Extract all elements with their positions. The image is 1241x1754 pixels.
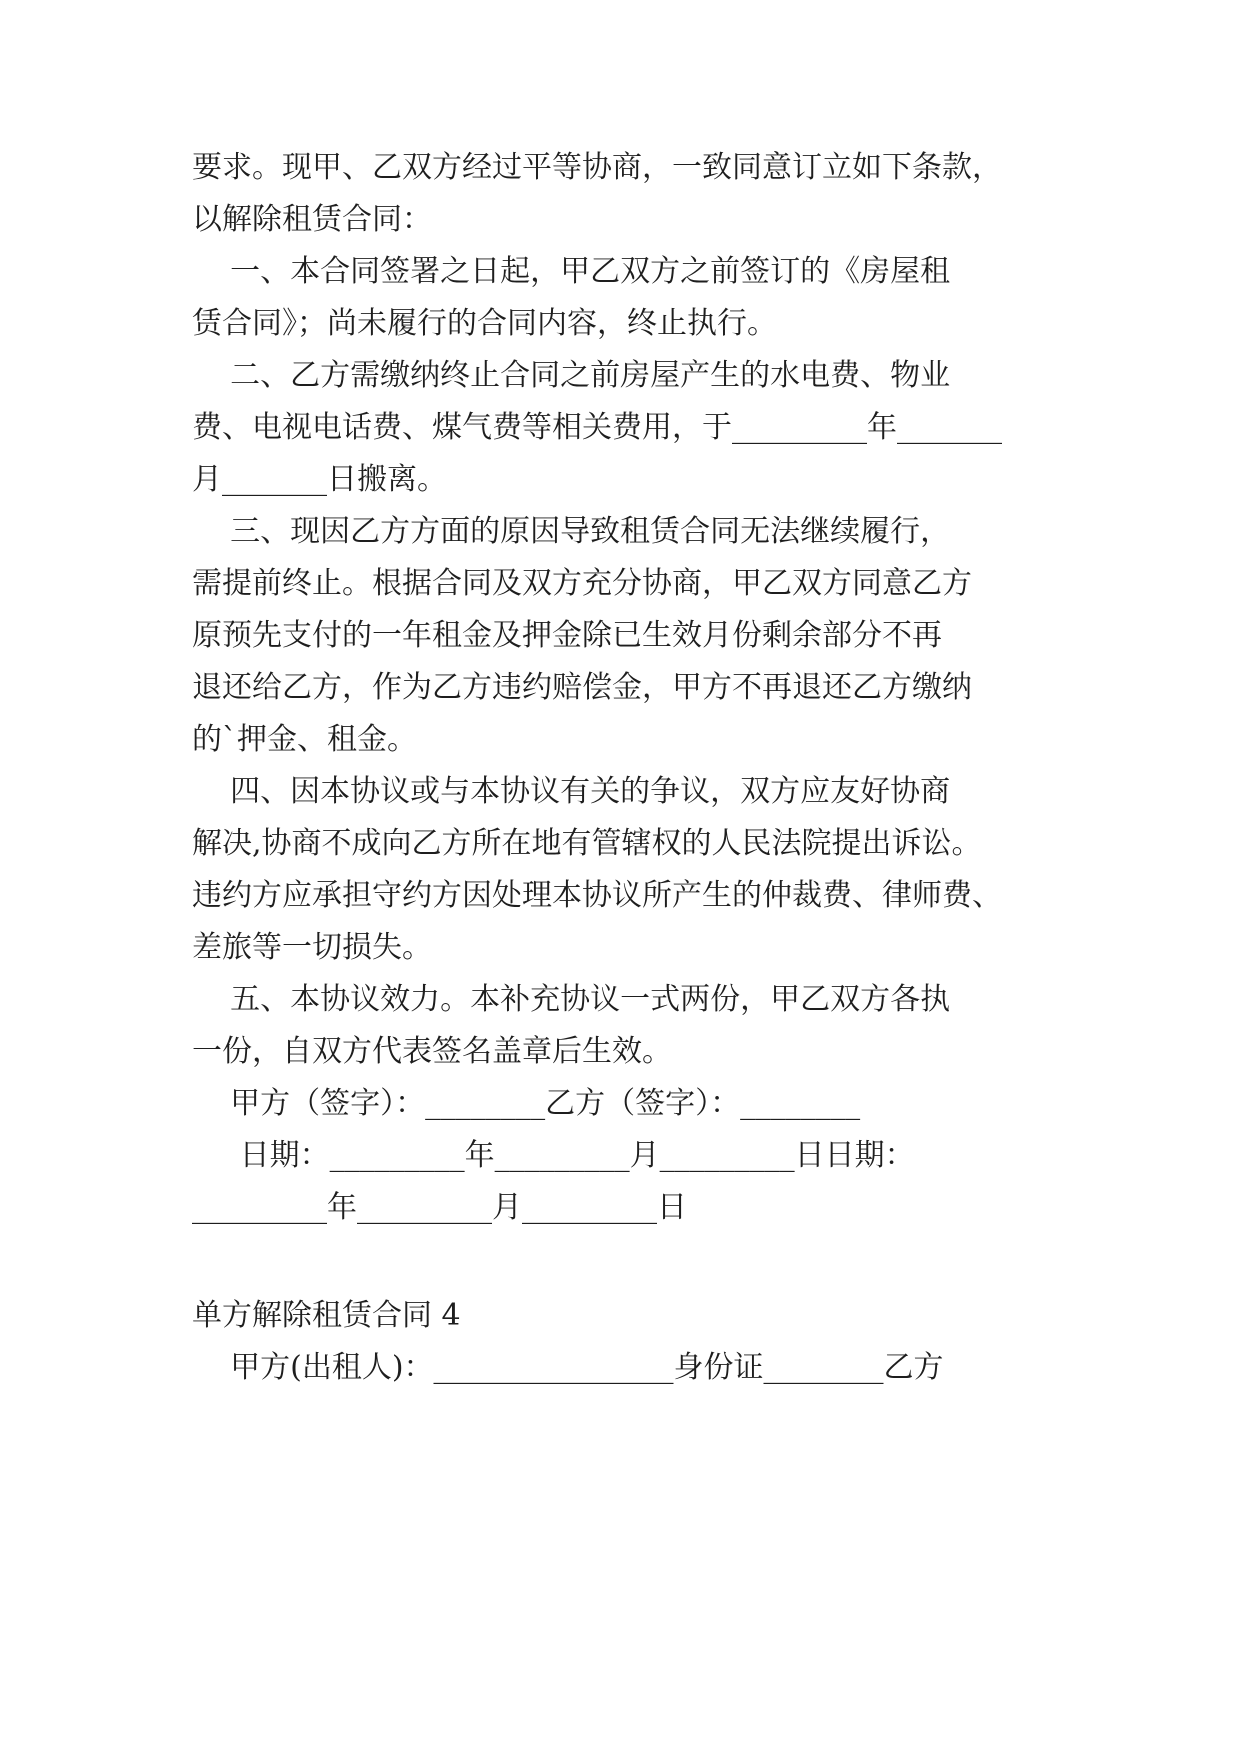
text-line: 三、现因乙方方面的原因导致租赁合同无法继续履行， — [192, 514, 951, 549]
text-line: 违约方应承担守约方因处理本协议所产生的仲裁费、律师费、 — [192, 878, 1002, 913]
text-line: 需提前终止。根据合同及双方充分协商，甲乙双方同意乙方 — [192, 566, 972, 601]
date-line: 日期：_________年_________月_________日日期： — [192, 1138, 915, 1173]
text-line: 以解除租赁合同： — [192, 202, 432, 237]
text-line: 解决,协商不成向乙方所在地有管辖权的人民法院提出诉讼。 — [192, 826, 982, 861]
text-line: 的`押金、租金。 — [192, 722, 417, 757]
text-line: 五、本协议效力。本补充协议一式两份，甲乙双方各执 — [192, 982, 951, 1017]
party-line: 甲方(出租人)：________________身份证________乙方 — [192, 1350, 944, 1385]
text-line: 费、电视电话费、煤气费等相关费用，于_________年_______ — [192, 410, 1002, 445]
text-line: 原预先支付的一年租金及押金除已生效月份剩余部分不再 — [192, 618, 942, 653]
text-line: 四、因本协议或与本协议有关的争议，双方应友好协商 — [192, 774, 951, 809]
text-line: 一、本合同签署之日起，甲乙双方之前签订的《房屋租 — [192, 254, 951, 289]
date-line: _________年_________月_________日 — [192, 1190, 687, 1225]
text-line: 退还给乙方，作为乙方违约赔偿金，甲方不再退还乙方缴纳 — [192, 670, 972, 705]
text-line: 赁合同》；尚未履行的合同内容，终止执行。 — [192, 306, 777, 341]
document-body — [192, 0, 1072, 1754]
text-line: 差旅等一切损失。 — [192, 930, 432, 965]
signature-line: 甲方（签字）：________乙方（签字）：________ — [192, 1086, 861, 1121]
text-line: 要求。现甲、乙双方经过平等协商，一致同意订立如下条款， — [192, 150, 1002, 185]
text-line: 月_______日搬离。 — [192, 462, 447, 497]
text-line: 二、乙方需缴纳终止合同之前房屋产生的水电费、物业 — [192, 358, 951, 393]
text-line: 一份，自双方代表签名盖章后生效。 — [192, 1034, 672, 1069]
section-title: 单方解除租赁合同 4 — [192, 1298, 461, 1333]
